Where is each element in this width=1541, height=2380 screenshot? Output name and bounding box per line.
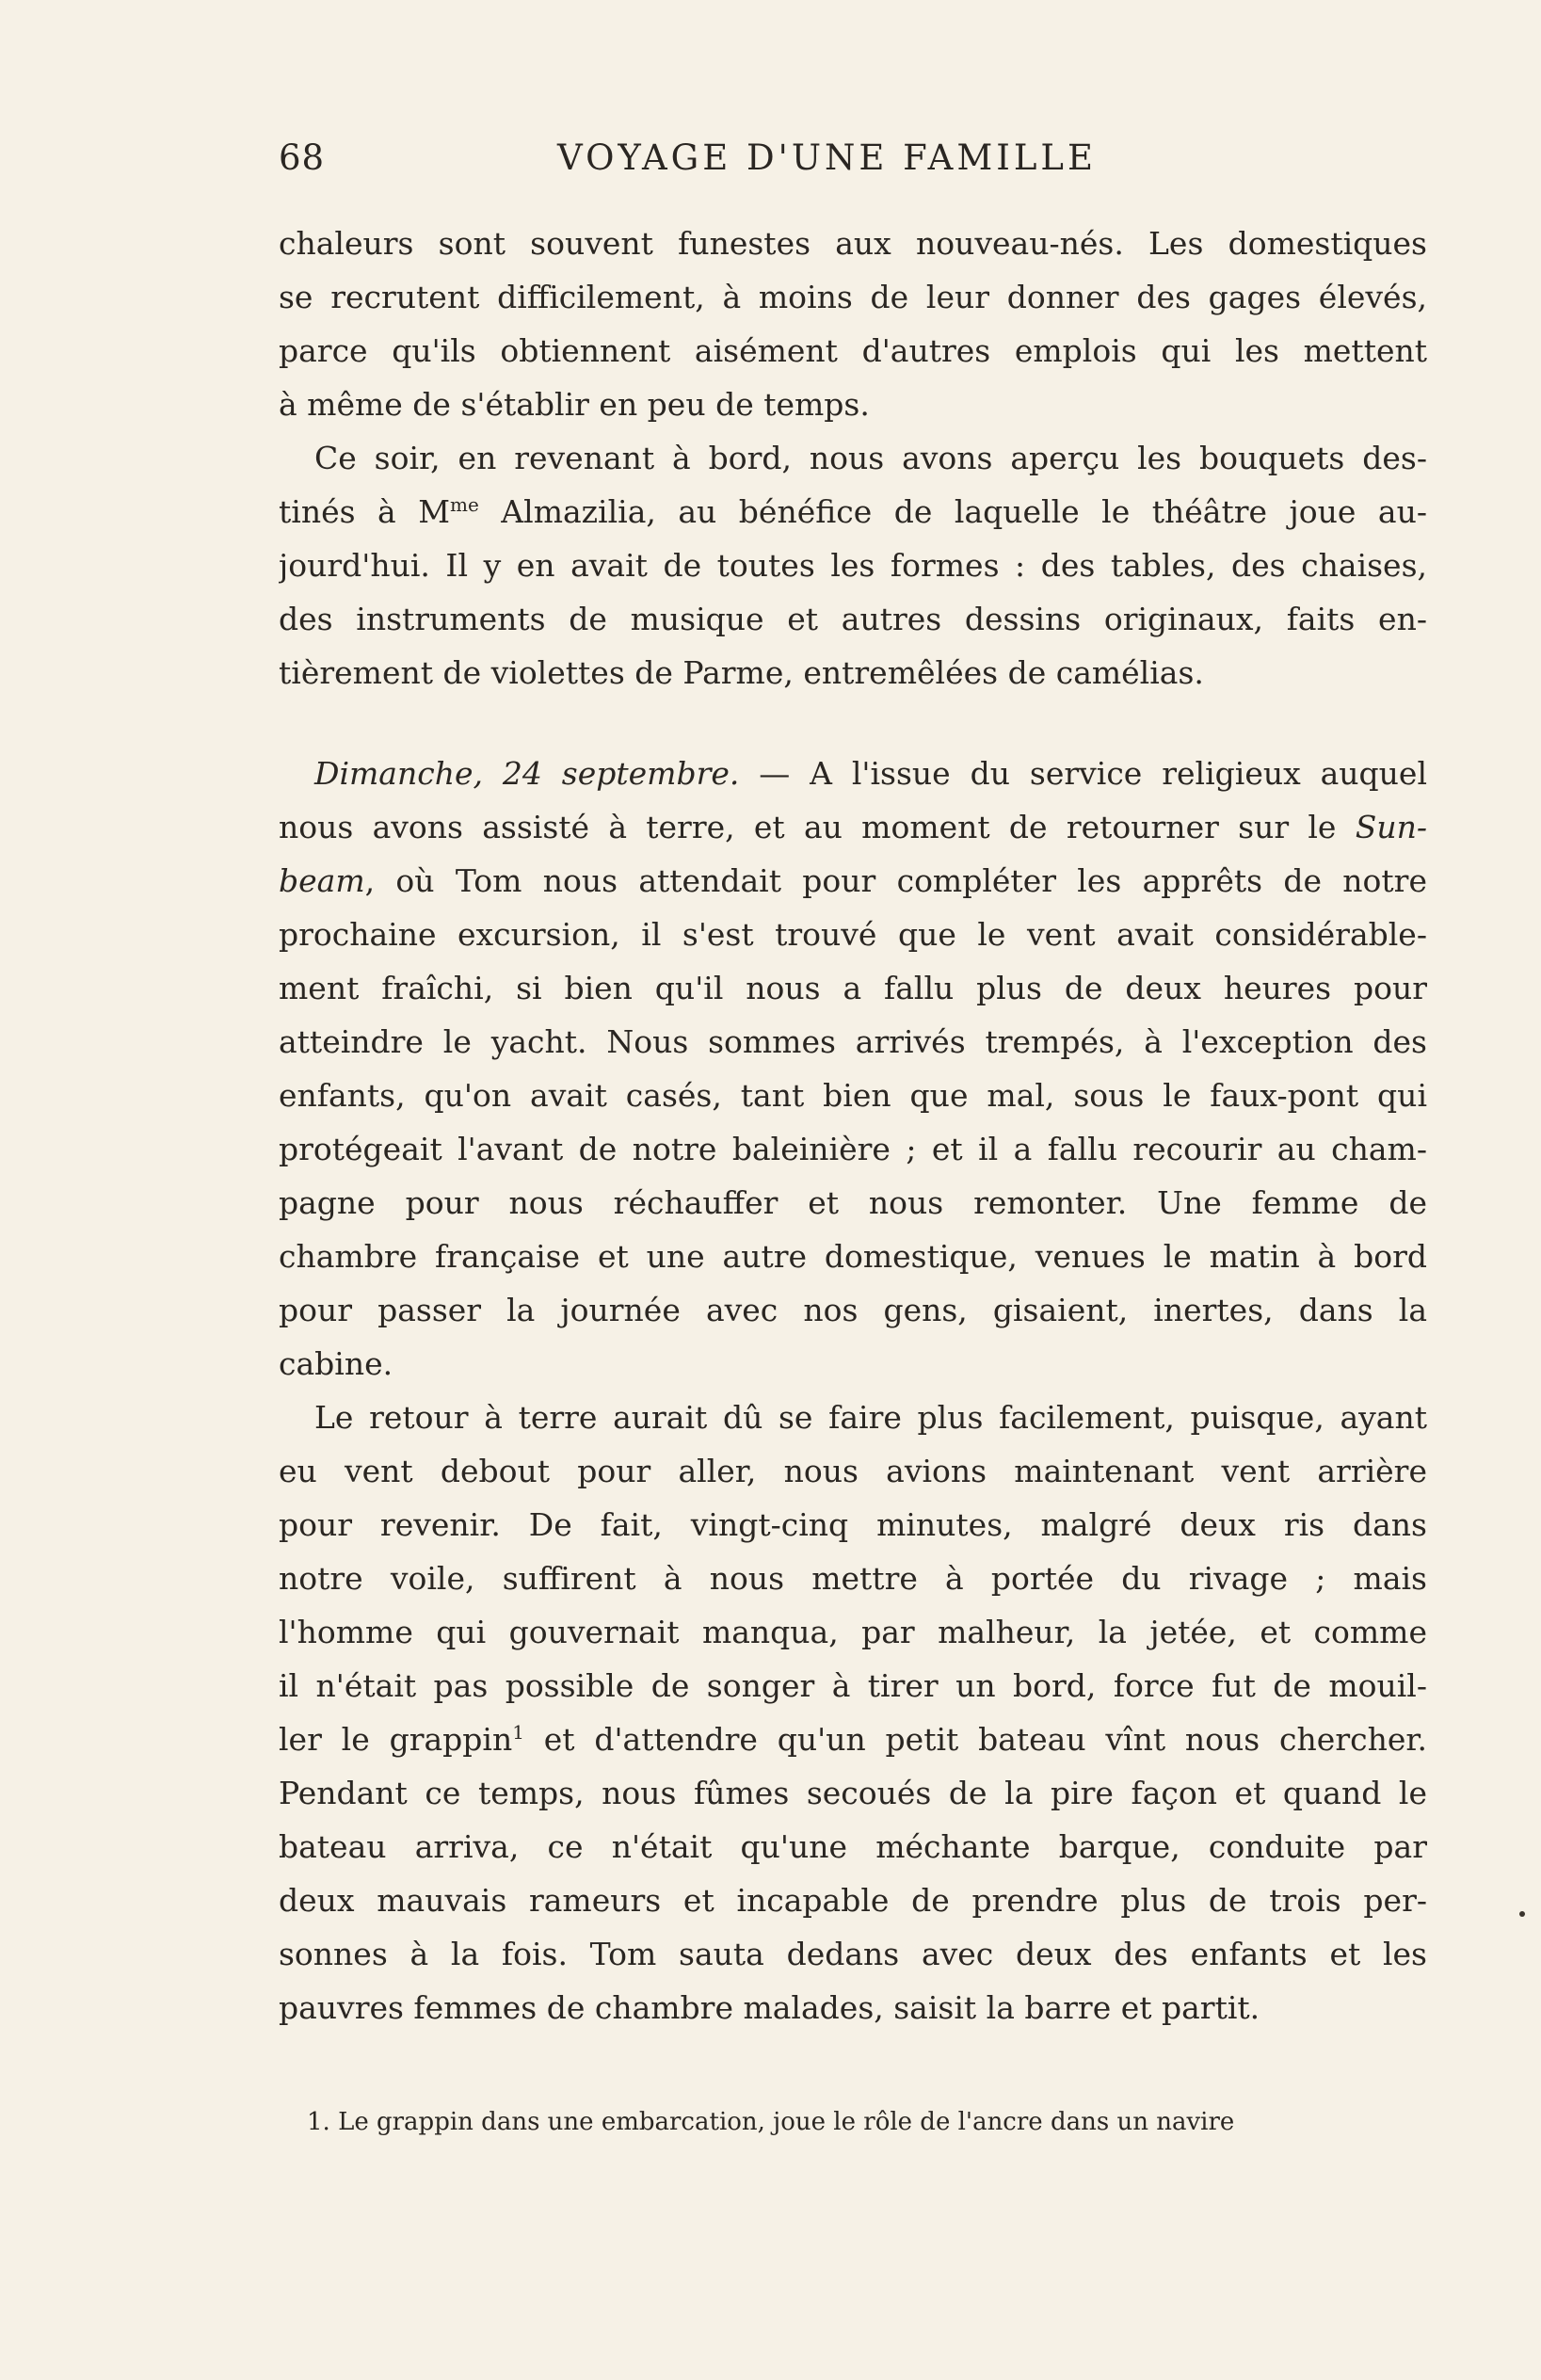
text-line: des instruments de musique et autres dessins originaux, faits en- (279, 601, 1427, 637)
text-run: — A l'issue du service religieux auquel (739, 755, 1427, 792)
text-line: chambre française et une autre domestique, venues le matin à bord (279, 1238, 1427, 1275)
text-line: eu vent debout pour aller, nous avions maintenant vent arrière (279, 1453, 1427, 1489)
text-line (279, 485, 1427, 539)
text-line: Pendant ce temps, nous fûmes secoués de la pire façon et quand le (279, 1775, 1427, 1811)
running-title: VOYAGE D'UNE FAMILLE (557, 137, 1097, 178)
text-line: jourd'hui. Il y en avait de toutes les formes : des tables, des chaises, (279, 547, 1427, 584)
text-line (279, 1713, 1427, 1766)
diary-date: Dimanche, 24 septembre. (314, 755, 740, 792)
text-line: tièrement de violettes de Parme, entremêlées de camélias. (279, 654, 1204, 691)
text-line: sonnes à la fois. Tom sauta dedans avec deux des enfants et les (279, 1936, 1427, 1972)
paragraph-2 (279, 431, 1427, 700)
footnote: 1. Le grappin dans une embarcation, joue le rôle de l'ancre dans un navire (307, 2108, 1235, 2136)
text-line: cabine. (279, 1345, 393, 1382)
text-line: chaleurs sont souvent funestes aux nouveau-nés. Les domestiques (279, 225, 1427, 262)
text-run: et d'attendre qu'un petit bateau vînt nous chercher. (523, 1721, 1427, 1758)
text-line: se recrutent difficilement, à moins de leur donner des gages élevés, (279, 279, 1427, 315)
superscript-mme: me (450, 493, 479, 516)
margin-speck (1519, 1911, 1525, 1917)
text-line: pagne pour nous réchauffer et nous remonter. Une femme de (279, 1184, 1427, 1221)
text-line: bateau arriva, ce n'était qu'une méchante barque, conduite par (279, 1828, 1427, 1865)
text-line: prochaine excursion, il s'est trouvé que le vent avait considérable- (279, 916, 1427, 953)
paragraph-3 (279, 747, 1427, 1391)
text-line (279, 854, 1427, 908)
text-line (279, 800, 1427, 854)
text-run: , où Tom nous attendait pour compléter les apprêts de notre (364, 862, 1427, 899)
text-line: à même de s'établir en peu de temps. (279, 386, 870, 423)
paragraph-1 (279, 217, 1427, 431)
text-line: parce qu'ils obtiennent aisément d'autres emplois qui les mettent (279, 332, 1427, 369)
text-line: Le retour à terre aurait dû se faire plus facilement, puisque, ayant (314, 1399, 1427, 1436)
paragraph-4 (279, 1391, 1427, 2034)
page-number: 68 (279, 137, 326, 178)
footnote-reference: 1 (512, 1721, 524, 1744)
text-line: pour passer la journée avec nos gens, gisaient, inertes, dans la (279, 1292, 1427, 1328)
ship-name: beam (279, 862, 365, 899)
text-line: l'homme qui gouvernait manqua, par malheur, la jetée, et comme (279, 1614, 1427, 1650)
text-line: pauvres femmes de chambre malades, saisit la barre et partit. (279, 1989, 1260, 2026)
text-line: ment fraîchi, si bien qu'il nous a fallu plus de deux heures pour (279, 970, 1427, 1006)
text-line: notre voile, suffirent à nous mettre à portée du rivage ; mais (279, 1560, 1427, 1597)
text-line: atteindre le yacht. Nous sommes arrivés trempés, à l'exception des (279, 1023, 1427, 1060)
ship-name: Sun- (1355, 809, 1427, 845)
text-line: il n'était pas possible de songer à tirer un bord, force fut de mouil- (279, 1667, 1427, 1704)
text-line: protégeait l'avant de notre baleinière ; et il a fallu recourir au cham- (279, 1131, 1427, 1167)
text-run: ler le grappin (279, 1721, 513, 1758)
body-text (279, 217, 1427, 2034)
section-gap (279, 700, 1427, 747)
text-run: Almazilia, au bénéfice de laquelle le théâtre joue au- (478, 493, 1427, 530)
text-line: pour revenir. De fait, vingt-cinq minutes, malgré deux ris dans (279, 1506, 1427, 1543)
running-head (279, 137, 1158, 185)
text-line: Ce soir, en revenant à bord, nous avons aperçu les bouquets des- (314, 440, 1427, 476)
text-line: deux mauvais rameurs et incapable de prendre plus de trois per- (279, 1882, 1427, 1919)
text-line: enfants, qu'on avait casés, tant bien que mal, sous le faux-pont qui (279, 1077, 1427, 1114)
text-line (279, 747, 1427, 800)
text-run: tinés à M (279, 493, 450, 530)
text-run: nous avons assisté à terre, et au moment de retourner sur le (279, 809, 1356, 845)
